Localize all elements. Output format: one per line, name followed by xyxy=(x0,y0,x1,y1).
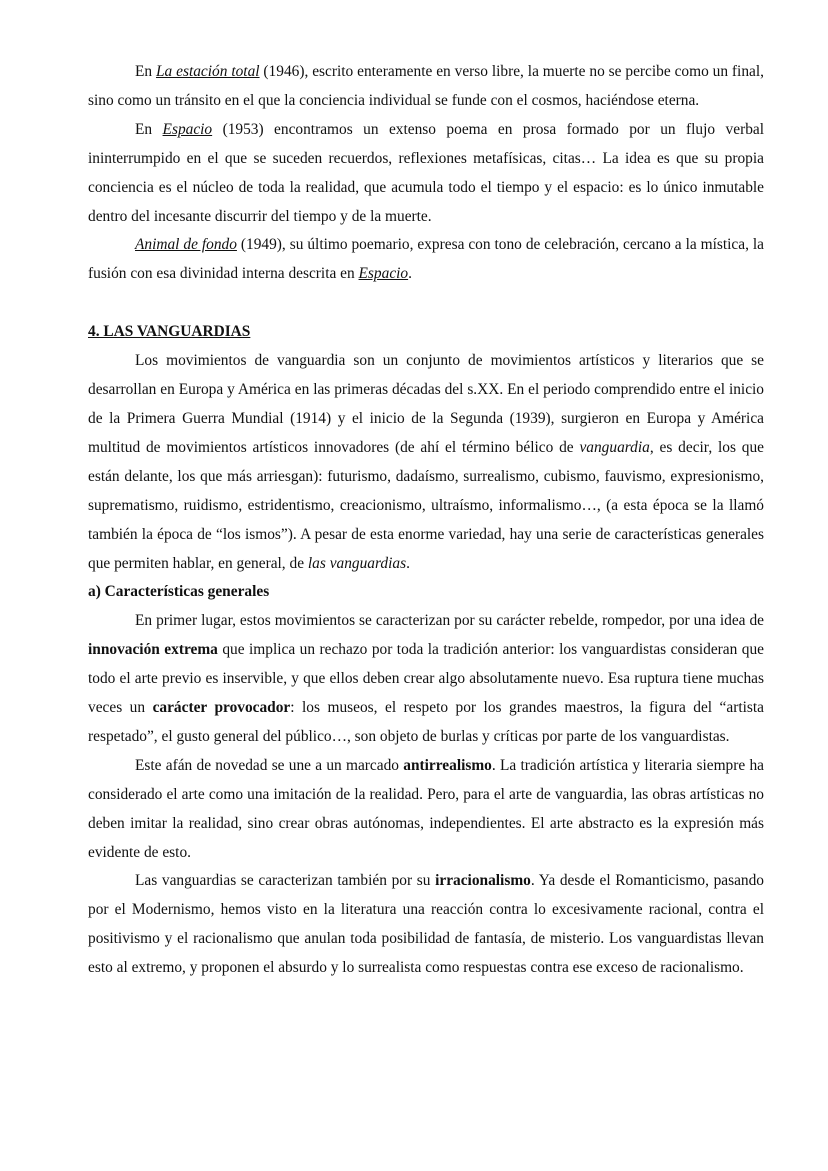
text: , es decir, los que están delante, los que más arriesgan): futurismo, dadaísmo, surrealismo, cubismo, fauvismo, expresionismo, suprematismo, ruidismo, estridentismo, creacionismo, ultraísmo, informalismo…, (a esta época se la llamó también la época de “los ismos”). A pesar de esta enorme variedad, hay una serie de características generales que permiten hablar, en general, de xyxy=(88,438,764,572)
work-title: Espacio xyxy=(358,265,409,283)
text: Las vanguardias se caracterizan también por su xyxy=(135,872,436,890)
bold-term: innovación extrema xyxy=(88,641,218,659)
paragraph-animal-de-fondo xyxy=(88,231,764,289)
bold-term: carácter provocador xyxy=(152,699,291,717)
text: : los museos, el respeto por los grandes maestros, la figura del “artista respetado”, el gusto general del público…, son objeto de burlas y críticas por parte de los vanguardistas. xyxy=(88,699,764,745)
text: . xyxy=(406,554,410,572)
work-title: Animal de fondo xyxy=(135,236,237,254)
text: que implica un rechazo por toda la tradición anterior: los vanguardistas consideran que todo el arte previo es inservible, y que ellos deben crear algo absolutamente nuevo. Esa ruptura tiene muchas veces un xyxy=(88,641,764,717)
bold-term: irracionalismo xyxy=(435,872,531,890)
text: En primer lugar, estos movimientos se caracterizan por su carácter rebelde, rompedor, por una idea de xyxy=(135,612,764,630)
document-page xyxy=(88,58,764,983)
paragraph-intro-vanguardias xyxy=(88,347,764,578)
text: (1953) encontramos un extenso poema en prosa formado por un flujo verbal ininterrumpido en el que se suceden recuerdos, reflexiones metafísicas, citas… La idea es que su propia conciencia es el núcleo de toda la realidad, que acumula todo el tiempo y el espacio: es lo único inmutable dentro del incesante discurrir del tiempo y de la muerte. xyxy=(88,120,764,225)
text: Este afán de novedad se une a un marcado xyxy=(135,756,404,774)
work-title: La estación total xyxy=(156,63,260,80)
paragraph-la-estacion-total xyxy=(88,58,764,116)
text: (1949), su último poemario, expresa con tono de celebración, cercano a la mística, la fusión con esa divinidad interna descrita en xyxy=(88,236,764,283)
subsection-heading: a) Características generales xyxy=(88,583,270,601)
paragraph-antirrealismo xyxy=(88,752,764,868)
italic-term: las vanguardias xyxy=(307,554,407,572)
text: Los movimientos de vanguardia son un conjunto de movimientos artísticos y literarios que se desarrollan en Europa y América en las primeras décadas del s.XX. En el periodo comprendido entre el inicio de la Primera Guerra Mundial (1914) y el inicio de la Segunda (1939), surgieron en Europa y América multitud de movimientos artísticos innovadores (de ahí el término bélico de xyxy=(88,352,764,456)
paragraph-espacio xyxy=(88,116,764,232)
text: (1946), escrito enteramente en verso libre, la muerte no se percibe como un final, sino como un tránsito en el que la conciencia individual se funde con el cosmos, haciéndose eterna. xyxy=(88,63,764,109)
text: En xyxy=(135,120,163,138)
text: . xyxy=(408,265,412,283)
text: . La tradición artística y literaria siempre ha considerado el arte como una imitación de la realidad. Pero, para el arte de vanguardia, las obras artísticas no deben imitar la realidad, sino crear obras autónomas, independientes. El arte abstracto es la expresión más evidente de esto. xyxy=(88,756,764,861)
italic-term: vanguardia xyxy=(579,438,650,456)
work-title: Espacio xyxy=(162,120,213,138)
text: . Ya desde el Romanticismo, pasando por el Modernismo, hemos visto en la literatura una reacción contra lo excesivamente racional, contra el positivismo y el racionalismo que anulan toda posibilidad de fantasía, de misterio. Los vanguardistas llevan esto al extremo, y proponen el absurdo y lo surrealista como respuestas contra ese exceso de racionalismo. xyxy=(88,872,765,977)
bold-term: antirrealismo xyxy=(403,756,492,774)
paragraph-innovacion xyxy=(88,607,764,752)
paragraph-irracionalismo xyxy=(88,867,764,983)
section-heading: 4. LAS VANGUARDIAS xyxy=(88,323,251,341)
text: En xyxy=(135,63,156,80)
